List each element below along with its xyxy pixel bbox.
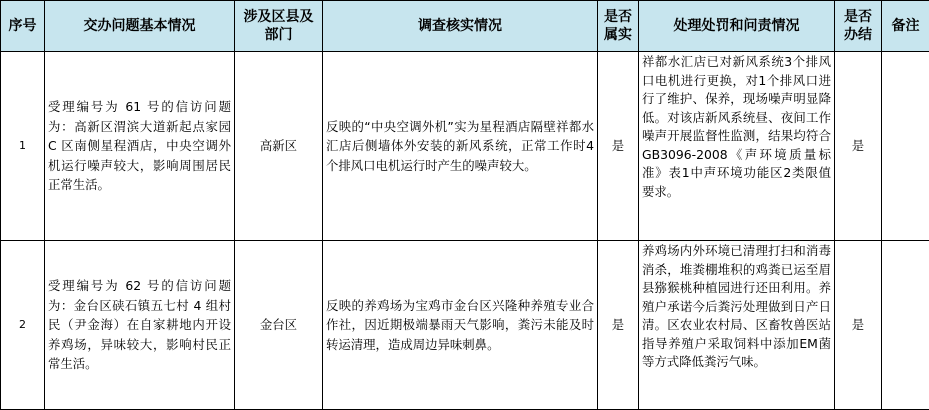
cell-handling: 祥都水汇店已对新风系统3个排风口电机进行更换，对1个排风口进行了维护、保养，现场噪声明显降低。对该店新风系统昼、夜间工作噪声开展监督性监测，结果均符合GB3096-2008《声环境质量标准》表1中声环境功能区2类限值要求。 <box>639 52 835 241</box>
header-remark: 备注 <box>882 1 929 52</box>
cell-district: 高新区 <box>235 52 323 241</box>
cell-completed: 是 <box>835 241 882 410</box>
cell-seq: 1 <box>1 52 45 241</box>
table-body <box>1 52 929 410</box>
cell-investigation: 反映的养鸡场为宝鸡市金台区兴隆种养殖专业合作社，因近期极端暴雨天气影响，粪污未能及时转运清理，造成周边异味刺鼻。 <box>323 241 598 410</box>
cell-seq: 2 <box>1 241 45 410</box>
header-verified: 是否属实 <box>598 1 639 52</box>
cell-remark <box>882 52 929 241</box>
header-investigation: 调查核实情况 <box>323 1 598 52</box>
header-row <box>1 1 929 52</box>
header-seq: 序号 <box>1 1 45 52</box>
cell-handling: 养鸡场内外环境已清理打扫和消毒消杀，堆粪棚堆积的鸡粪已运至眉县猕猴桃种植园进行还田利用。养殖户承诺今后粪污处理做到日产日清。区农业农村局、区畜牧兽医站指导养殖户采取饲料中添加EM菌等方式降低粪污气味。 <box>639 241 835 410</box>
table-row <box>1 52 929 241</box>
header-handling: 处理处罚和问责情况 <box>639 1 835 52</box>
cell-remark <box>882 241 929 410</box>
cell-verified: 是 <box>598 52 639 241</box>
cell-verified: 是 <box>598 241 639 410</box>
cell-investigation: 反映的“中央空调外机”实为星程酒店隔壁祥都水汇店后侧墙体外安装的新风系统，正常工作时4个排风口电机运行时产生的噪声较大。 <box>323 52 598 241</box>
cell-completed: 是 <box>835 52 882 241</box>
table-header <box>1 1 929 52</box>
cell-issue: 受理编号为 62 号的信访问题为：金台区硖石镇五七村 4 组村民（尹金海）在自家耕地内开设养鸡场，异味较大，影响村民正常生活。 <box>45 241 235 410</box>
table-row <box>1 241 929 410</box>
header-district: 涉及区县及部门 <box>235 1 323 52</box>
header-issue: 交办问题基本情况 <box>45 1 235 52</box>
cell-district: 金台区 <box>235 241 323 410</box>
header-completed: 是否办结 <box>835 1 882 52</box>
cell-issue: 受理编号为 61 号的信访问题为：高新区渭滨大道新起点家园 C 区南侧星程酒店，中央空调外机运行噪声较大，影响周围居民正常生活。 <box>45 52 235 241</box>
